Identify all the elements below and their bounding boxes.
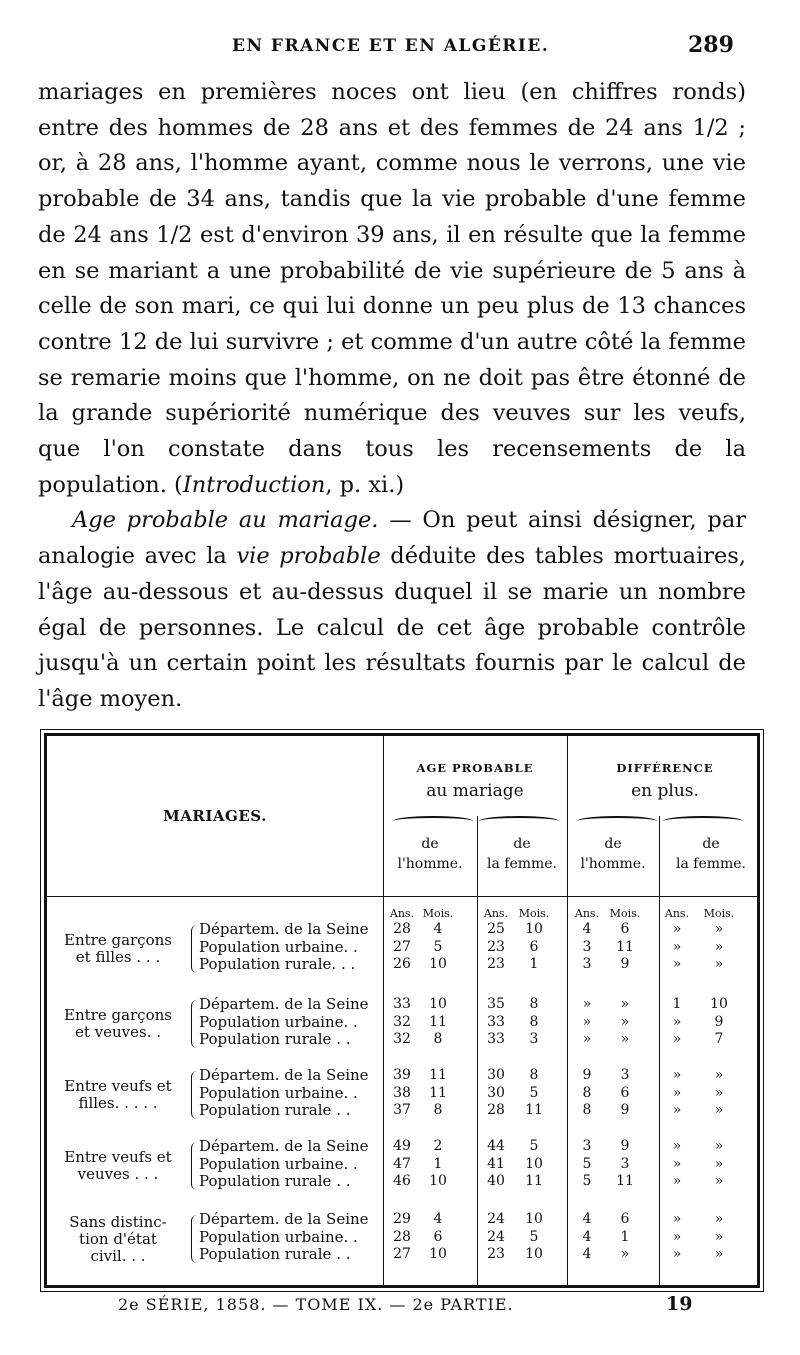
table-cell-value: »	[672, 1102, 682, 1118]
table-cell-value: 8	[529, 1013, 539, 1030]
table-cell-value: 5	[529, 1228, 539, 1245]
table-cell-value: »	[672, 938, 682, 955]
table-cell-value: 5	[529, 1084, 539, 1101]
table-cell-value: »	[714, 921, 724, 937]
row-label: Départem. de la Seine	[199, 1211, 369, 1228]
table-cell-value: »	[714, 1228, 724, 1245]
unit-label: Ans.	[574, 906, 600, 920]
unit-label: Mois.	[518, 906, 550, 920]
table-cell-value: »	[672, 1138, 682, 1154]
row-label: Population rurale . .	[199, 1173, 351, 1190]
group-brace	[191, 1071, 198, 1119]
table-cell-value: »	[714, 1084, 724, 1101]
table-cell-value: 27	[393, 1246, 411, 1262]
table-cell-value: »	[714, 1155, 724, 1172]
table-cell-value: 1	[433, 1155, 443, 1172]
table-cell-value: 4	[433, 921, 443, 937]
row-label: Population urbaine. .	[199, 1155, 358, 1173]
header-mariages: MARIAGES.	[163, 807, 267, 825]
table-cell-value: »	[620, 1031, 630, 1047]
header-divider	[47, 896, 757, 897]
table-cell-value: »	[714, 938, 724, 955]
header-en-plus: en plus.	[631, 781, 699, 801]
table-cell-value: 3	[620, 1155, 630, 1172]
table-cell-value: 5	[529, 1138, 539, 1154]
group-label	[51, 1138, 185, 1194]
table-cell-value: 47	[393, 1155, 411, 1172]
table-cell-value: 9	[714, 1013, 724, 1030]
table-cell-value: »	[672, 1228, 682, 1245]
table-cell-value: 9	[620, 956, 630, 972]
table-cell-value: 28	[393, 921, 411, 937]
table-cell-value: 28	[487, 1102, 505, 1118]
table-cell-value: 33	[487, 1031, 505, 1047]
header-sub-line: l'homme.	[397, 856, 463, 872]
italic-text: Introduction	[182, 471, 326, 498]
table-cell-value: »	[672, 1246, 682, 1262]
header-flourish	[663, 816, 743, 826]
table-cell-value: »	[672, 1211, 682, 1227]
paragraph	[38, 75, 746, 503]
group-label	[51, 1067, 185, 1123]
table-cell-value: 6	[620, 1211, 630, 1227]
table-cell-value: 8	[582, 1084, 592, 1101]
group-label-line: Entre veufs et	[64, 1148, 172, 1166]
table-cell-value: 3	[529, 1031, 539, 1047]
table-cell-value: »	[714, 1211, 724, 1227]
table-cell-value: 38	[393, 1084, 411, 1101]
header-au-mariage: au mariage	[426, 781, 524, 801]
table-cell-value: 10	[525, 1211, 543, 1227]
body-text	[38, 75, 746, 718]
table-cell-value: »	[582, 996, 592, 1012]
row-label: Départem. de la Seine	[199, 921, 369, 938]
table-cell-value: »	[582, 1013, 592, 1030]
table-cell-value: 11	[525, 1173, 543, 1189]
header-de-femme-age	[477, 832, 567, 876]
table-cell-value: »	[714, 956, 724, 972]
table-cell-value: 11	[525, 1102, 543, 1118]
group-label-line: civil. . .	[90, 1246, 146, 1265]
table-cell-value: 10	[429, 1173, 447, 1189]
unit-label: Ans.	[664, 906, 690, 920]
row-label: Population urbaine. .	[199, 1228, 358, 1246]
table-cell-value: 49	[393, 1138, 411, 1154]
table-cell-value: 25	[487, 921, 505, 937]
group-label	[51, 996, 185, 1052]
header-de-homme-age	[383, 832, 477, 876]
table-cell-value: »	[620, 996, 630, 1012]
table-cell-value: 8	[529, 1067, 539, 1083]
table-cell-value: 4	[582, 921, 592, 937]
group-label-line: Entre garçons	[64, 1006, 172, 1024]
group-label-line: tion d'état	[79, 1229, 157, 1248]
table-cell-value: 9	[582, 1067, 592, 1083]
row-label: Population rurale . .	[199, 1246, 351, 1263]
table-cell-value: 33	[393, 996, 411, 1012]
table-cell-value: 11	[616, 938, 634, 955]
table-cell-value: 35	[487, 996, 505, 1012]
table-cell-value: 10	[525, 921, 543, 937]
table-cell-value: 27	[393, 938, 411, 955]
table-cell-value: 10	[710, 996, 728, 1012]
row-label: Départem. de la Seine	[199, 1138, 369, 1155]
text-run: , p. xi.)	[325, 471, 405, 498]
signature-line	[0, 1295, 800, 1319]
table-cell-value: »	[672, 1067, 682, 1083]
table-cell-value: »	[582, 1031, 592, 1047]
group-brace	[191, 1142, 198, 1190]
table-cell-value: 8	[582, 1102, 592, 1118]
table-cell-value: 39	[393, 1067, 411, 1083]
header-sub-line: de	[604, 836, 622, 852]
signature-text: 2e SÉRIE, 1858. — TOME IX. — 2e PARTIE.	[118, 1295, 514, 1314]
table-cell-value: 3	[582, 938, 592, 955]
table-cell-value: 10	[525, 1246, 543, 1262]
paragraph	[38, 503, 746, 717]
header-sub-line: la femme.	[486, 856, 558, 872]
table-cell-value: 10	[525, 1155, 543, 1172]
group-label-line: filles. . . . .	[78, 1094, 158, 1112]
table-cell-value: 1	[620, 1228, 630, 1245]
header-sub-line: la femme.	[675, 856, 747, 872]
table-cell-value: 8	[433, 1102, 443, 1118]
table-cell-value: 46	[393, 1173, 411, 1189]
table-cell-value: 5	[582, 1173, 592, 1189]
table-cell-value: 3	[582, 956, 592, 972]
header-de-femme-diff	[659, 832, 763, 876]
column-divider	[567, 736, 568, 1285]
unit-label: Ans.	[389, 906, 415, 920]
table-cell-value: 3	[620, 1067, 630, 1083]
table-cell-value: 41	[487, 1155, 505, 1172]
table-cell-value: »	[714, 1102, 724, 1118]
table-cell-value: 33	[487, 1013, 505, 1030]
table-cell-value: 6	[620, 1084, 630, 1101]
table-cell-value: 2	[433, 1138, 443, 1154]
row-label: Départem. de la Seine	[199, 1067, 369, 1084]
table-cell-value: »	[714, 1067, 724, 1083]
table-cell-value: »	[672, 1031, 682, 1047]
table-cell-value: »	[714, 1246, 724, 1262]
table-cell-value: 1	[529, 956, 539, 972]
group-brace	[191, 1000, 198, 1048]
group-label	[51, 921, 185, 977]
table-cell-value: 4	[582, 1211, 592, 1227]
table-cell-value: 9	[620, 1102, 630, 1118]
group-label-line: Entre garçons	[64, 931, 172, 949]
table-cell-value: 10	[429, 1246, 447, 1262]
table-cell-value: 10	[429, 996, 447, 1012]
row-label: Population rurale. . .	[199, 956, 356, 973]
table-cell-value: 11	[429, 1067, 447, 1083]
header-age-probable: AGE PROBABLE	[416, 761, 534, 775]
table-cell-value: 8	[433, 1031, 443, 1047]
table-cell-value: 37	[393, 1102, 411, 1118]
unit-label: Mois.	[703, 906, 735, 920]
row-label: Population rurale . .	[199, 1102, 351, 1119]
header-flourish	[393, 816, 473, 826]
table-cell-value: 29	[393, 1211, 411, 1227]
table-cell-value: 26	[393, 956, 411, 972]
table-cell-value: 4	[582, 1246, 592, 1262]
group-brace	[191, 1215, 198, 1263]
table-cell-value: 30	[487, 1084, 505, 1101]
row-label: Population urbaine. .	[199, 1013, 358, 1031]
header-sub-line: l'homme.	[580, 856, 646, 872]
text-run: mariages en premières noces ont lieu (en chiffres ronds) entre des hommes de 28 ans et des femmes de 24 ans 1/2 ; or, à 28 ans, l'homme ayant, comme nous le verrons, une vie probable de 34 ans, tandis que la vie probable d'une femme de 24 ans 1/2 est d'environ 39 ans, il en résulte que la femme en se mariant a une probabilité de vie supérieure de 5 ans à celle de son mari, ce qui lui donne un peu plus de 13 chances contre 12 de lui survivre ; et comme d'un autre côté la femme se remarie moins que l'homme, on ne doit pas être étonné de la grande supériorité numérique des veuves sur les veufs, que l'on constate dans tous les recensements de la population. (	[38, 79, 746, 498]
header-flourish	[577, 816, 657, 826]
table-cell-value: »	[672, 1155, 682, 1172]
table-cell-value: 10	[429, 956, 447, 972]
running-title: EN FRANCE ET EN ALGÉRIE.	[232, 36, 550, 56]
table-cell-value: 1	[672, 996, 682, 1012]
table-cell-value: 6	[433, 1228, 443, 1245]
table-cell-value: 30	[487, 1067, 505, 1083]
table-cell-value: 44	[487, 1138, 505, 1154]
table-cell-value: 6	[620, 921, 630, 937]
table-cell-value: 11	[616, 1173, 634, 1189]
row-label: Population urbaine. .	[199, 1084, 358, 1102]
group-label-line: Entre veufs et	[64, 1077, 172, 1095]
group-label-line: et filles . . .	[75, 948, 161, 966]
italic-text: Age probable au mariage.	[72, 507, 379, 534]
header-de-homme-diff	[567, 832, 659, 876]
text-run: déduite des tables mortuaires, l'âge au-dessous et au-dessus duquel il se marie un nombre égal de personnes. Le calcul de cet âge probable contrôle jusqu'à un certain point les résultats fournis par le calcul de l'âge moyen.	[38, 543, 746, 712]
table-cell-value: »	[714, 1138, 724, 1154]
text-run: — On peut ainsi désigner, par analogie avec la	[38, 507, 746, 570]
table-cell-value: 6	[529, 938, 539, 955]
table-cell-value: 32	[393, 1031, 411, 1047]
row-label: Population rurale . .	[199, 1031, 351, 1048]
table-cell-value: »	[620, 1246, 630, 1262]
table-cell-value: 8	[529, 996, 539, 1012]
table-cell-value: »	[620, 1013, 630, 1030]
group-label-line: Sans distinc-	[69, 1212, 167, 1231]
table-cell-value: 11	[429, 1084, 447, 1101]
header-flourish	[479, 816, 559, 826]
table-cell-value: 7	[714, 1031, 724, 1047]
header-sub-line: de	[702, 836, 720, 852]
row-label: Population urbaine. .	[199, 938, 358, 956]
table-cell-value: 24	[487, 1211, 505, 1227]
table-cell-value: 3	[582, 1138, 592, 1154]
italic-text: vie probable	[236, 543, 381, 570]
group-brace	[191, 925, 198, 973]
running-head	[0, 32, 800, 62]
header-sub-line: de	[513, 836, 531, 852]
table-cell-value: »	[714, 1173, 724, 1189]
table-cell-value: »	[672, 1084, 682, 1101]
group-label-line: veuves . . .	[77, 1165, 159, 1183]
table-cell-value: 11	[429, 1013, 447, 1030]
signature-number: 19	[666, 1293, 693, 1315]
table-cell-value: »	[672, 956, 682, 972]
table-cell-value: 23	[487, 938, 505, 955]
table-cell-value: 4	[433, 1211, 443, 1227]
table-cell-value: 5	[582, 1155, 592, 1172]
unit-label: Mois.	[422, 906, 454, 920]
table-cell-value: 23	[487, 1246, 505, 1262]
table-cell-value: »	[672, 1013, 682, 1030]
unit-label: Ans.	[483, 906, 509, 920]
table-cell-value: 40	[487, 1173, 505, 1189]
table-cell-value: 24	[487, 1228, 505, 1245]
group-label	[51, 1211, 185, 1267]
unit-label: Mois.	[609, 906, 641, 920]
row-label: Départem. de la Seine	[199, 996, 369, 1013]
marriage-age-table	[44, 733, 760, 1288]
table-cell-value: »	[672, 921, 682, 937]
table-cell-value: 28	[393, 1228, 411, 1245]
table-cell-value: 4	[582, 1228, 592, 1245]
group-label-line: et veuves. .	[74, 1023, 162, 1041]
header-difference: DIFFÉRENCE	[616, 761, 714, 775]
header-sub-line: de	[421, 836, 439, 852]
table-cell-value: »	[672, 1173, 682, 1189]
table-cell-value: 9	[620, 1138, 630, 1154]
page-number: 289	[688, 32, 734, 58]
table-cell-value: 23	[487, 956, 505, 972]
table-cell-value: 5	[433, 938, 443, 955]
table-cell-value: 32	[393, 1013, 411, 1030]
